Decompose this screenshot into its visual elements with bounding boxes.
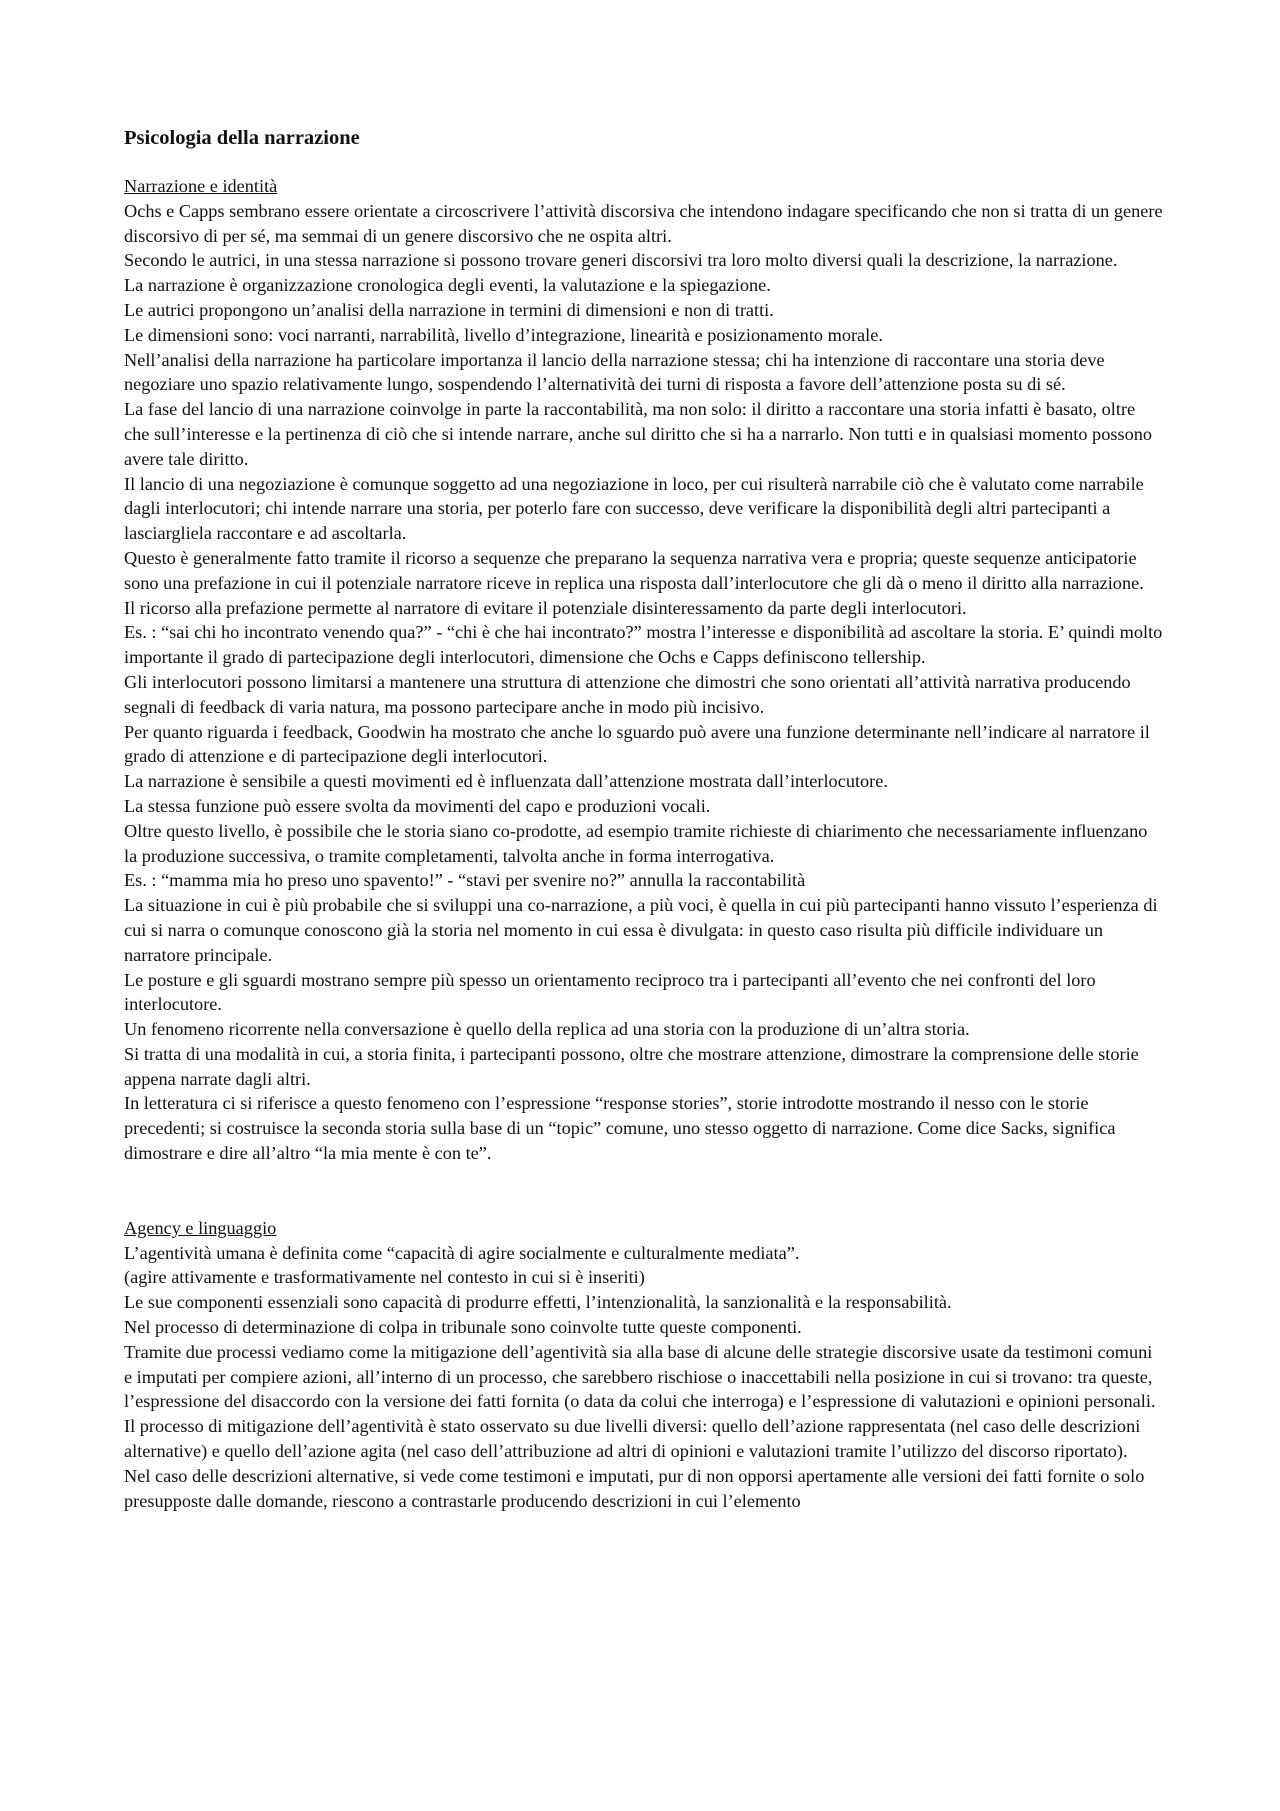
paragraph: Es. : “sai chi ho incontrato venendo qua?” - “chi è che hai incontrato?” mostra l’interesse e disponibilità ad ascoltare la storia. E’ quindi molto importante il grado di partecipazione degli interlocutori, dimensione che Ochs e Capps definiscono tellership.	[124, 622, 1163, 668]
sections-container	[124, 174, 1164, 1513]
paragraph: Le sue componenti essenziali sono capacità di produrre effetti, l’intenzionalità, la sanzionalità e la responsabilità.	[124, 1292, 952, 1313]
paragraph: Nell’analisi della narrazione ha particolare importanza il lancio della narrazione stessa; chi ha intenzione di raccontare una storia deve negoziare uno spazio relativamente lungo, sospendendo l’alternatività dei turni di risposta a favore dell’attenzione posta su di sé.	[124, 349, 1105, 395]
paragraph: Le posture e gli sguardi mostrano sempre più spesso un orientamento reciproco tra i partecipanti all’evento che nei confronti del loro interlocutore.	[124, 969, 1096, 1015]
paragraph: La stessa funzione può essere svolta da movimenti del capo e produzioni vocali.	[124, 795, 711, 816]
document-title: Psicologia della narrazione	[124, 127, 360, 149]
paragraph: Le dimensioni sono: voci narranti, narrabilità, livello d’integrazione, linearità e posizionamento morale.	[124, 324, 883, 345]
paragraph: L’agentività umana è definita come “capacità di agire socialmente e culturalmente mediata”.	[124, 1242, 800, 1263]
section	[124, 1216, 1164, 1514]
paragraph: Es. : “mamma mia ho preso uno spavento!” - “stavi per svenire no?” annulla la raccontabilità	[124, 870, 806, 891]
paragraph: (agire attivamente e trasformativamente nel contesto in cui si è inseriti)	[124, 1267, 645, 1288]
paragraph: La situazione in cui è più probabile che si sviluppi una co-narrazione, a più voci, è quella in cui più partecipanti hanno vissuto l’esperienza di cui si narra o comunque conoscono già la storia nel momento in cui essa è divulgata: in questo caso risulta più difficile individuare un narratore principale.	[124, 895, 1158, 965]
paragraph: Questo è generalmente fatto tramite il ricorso a sequenze che preparano la sequenza narrativa vera e propria; queste sequenze anticipatorie sono una prefazione in cui il potenziale narratore riceve in replica una risposta dall’interlocutore che gli dà o meno il diritto alla narrazione.	[124, 547, 1144, 593]
paragraph: Ochs e Capps sembrano essere orientate a circoscrivere l’attività discorsiva che intendono indagare specificando che non si tratta di un genere discorsivo di per sé, ma semmai di un genere discorsivo che ne ospita altri.	[124, 200, 1163, 246]
paragraph: Gli interlocutori possono limitarsi a mantenere una struttura di attenzione che dimostri che sono orientati all’attività narrativa producendo segnali di feedback di varia natura, ma possono partecipare anche in modo più incisivo.	[124, 671, 1131, 717]
paragraph: Il ricorso alla prefazione permette al narratore di evitare il potenziale disinteressamento da parte degli interlocutori.	[124, 597, 967, 618]
paragraph: Il processo di mitigazione dell’agentività è stato osservato su due livelli diversi: quello dell’azione rappresentata (nel caso delle descrizioni alternative) e quello dell’azione agita (nel caso dell’attribuzione ad altri di opinioni e valutazioni tramite l’utilizzo del discorso riportato).	[124, 1416, 1141, 1462]
paragraph: Nel processo di determinazione di colpa in tribunale sono coinvolte tutte queste componenti.	[124, 1317, 802, 1338]
paragraph: Il lancio di una negoziazione è comunque soggetto ad una negoziazione in loco, per cui risulterà narrabile ciò che è valutato come narrabile dagli interlocutori; chi intende narrare una storia, per poterlo fare con successo, deve verificare la disponibilità degli altri partecipanti a lasciargliela raccontare e ad ascoltarla.	[124, 473, 1144, 544]
section-spacer	[124, 1166, 1164, 1216]
paragraph: Oltre questo livello, è possibile che le storia siano co-prodotte, ad esempio tramite richieste di chiarimento che necessariamente influenzano la produzione successiva, o tramite completamenti, talvolta anche in forma interrogativa.	[124, 820, 1148, 866]
paragraph: Le autrici propongono un’analisi della narrazione in termini di dimensioni e non di tratti.	[124, 299, 774, 320]
paragraph: In letteratura ci si riferisce a questo fenomeno con l’espressione “response stories”, storie introdotte mostrando il nesso con le storie precedenti; si costruisce la seconda storia sulla base di un “topic” comune, uno stesso oggetto di narrazione. Come dice Sacks, significa dimostrare e dire all’altro “la mia mente è con te”.	[124, 1093, 1116, 1164]
paragraph: Nel caso delle descrizioni alternative, si vede come testimoni e imputati, pur di non opporsi apertamente alle versioni dei fatti fornite o solo presupposte dalle domande, riescono a contrastarle producendo descrizioni in cui l’elemento	[124, 1465, 1145, 1511]
paragraph: Tramite due processi vediamo come la mitigazione dell’agentività sia alla base di alcune delle strategie discorsive usate da testimoni comuni e imputati per compiere azioni, all’interno di un processo, che sarebbero rischiose o inaccettabili nella posizione in cui si trovano: tra queste, l’espressione del disaccordo con la versione dei fatti fornita (o data da colui che interroga) e l’espressione di valutazioni e opinioni personali.	[124, 1341, 1156, 1412]
paragraph: La fase del lancio di una narrazione coinvolge in parte la raccontabilità, ma non solo: il diritto a raccontare una storia infatti è basato, oltre che sull’interesse e la pertinenza di ciò che si intende narrare, anche sul diritto che si ha a narrarlo. Non tutti e in qualsiasi momento possono avere tale diritto.	[124, 399, 1152, 469]
section-heading: Narrazione e identità	[124, 176, 278, 196]
paragraph: La narrazione è sensibile a questi movimenti ed è influenzata dall’attenzione mostrata dall’interlocutore.	[124, 771, 888, 792]
paragraph: Si tratta di una modalità in cui, a storia finita, i partecipanti possono, oltre che mostrare attenzione, dimostrare la comprensione delle storie appena narrate dagli altri.	[124, 1043, 1139, 1089]
paragraph: Secondo le autrici, in una stessa narrazione si possono trovare generi discorsivi tra loro molto diversi quali la descrizione, la narrazione.	[124, 250, 1118, 271]
paragraph: Un fenomeno ricorrente nella conversazione è quello della replica ad una storia con la produzione di un’altra storia.	[124, 1019, 970, 1040]
paragraph: La narrazione è organizzazione cronologica degli eventi, la valutazione e la spiegazione.	[124, 275, 771, 296]
paragraph: Per quanto riguarda i feedback, Goodwin ha mostrato che anche lo sguardo può avere una funzione determinante nell’indicare al narratore il grado di attenzione e di partecipazione degli interlocutori.	[124, 721, 1150, 767]
section-heading: Agency e linguaggio	[124, 1217, 277, 1238]
section	[124, 174, 1164, 1166]
document-page	[124, 124, 1164, 1513]
